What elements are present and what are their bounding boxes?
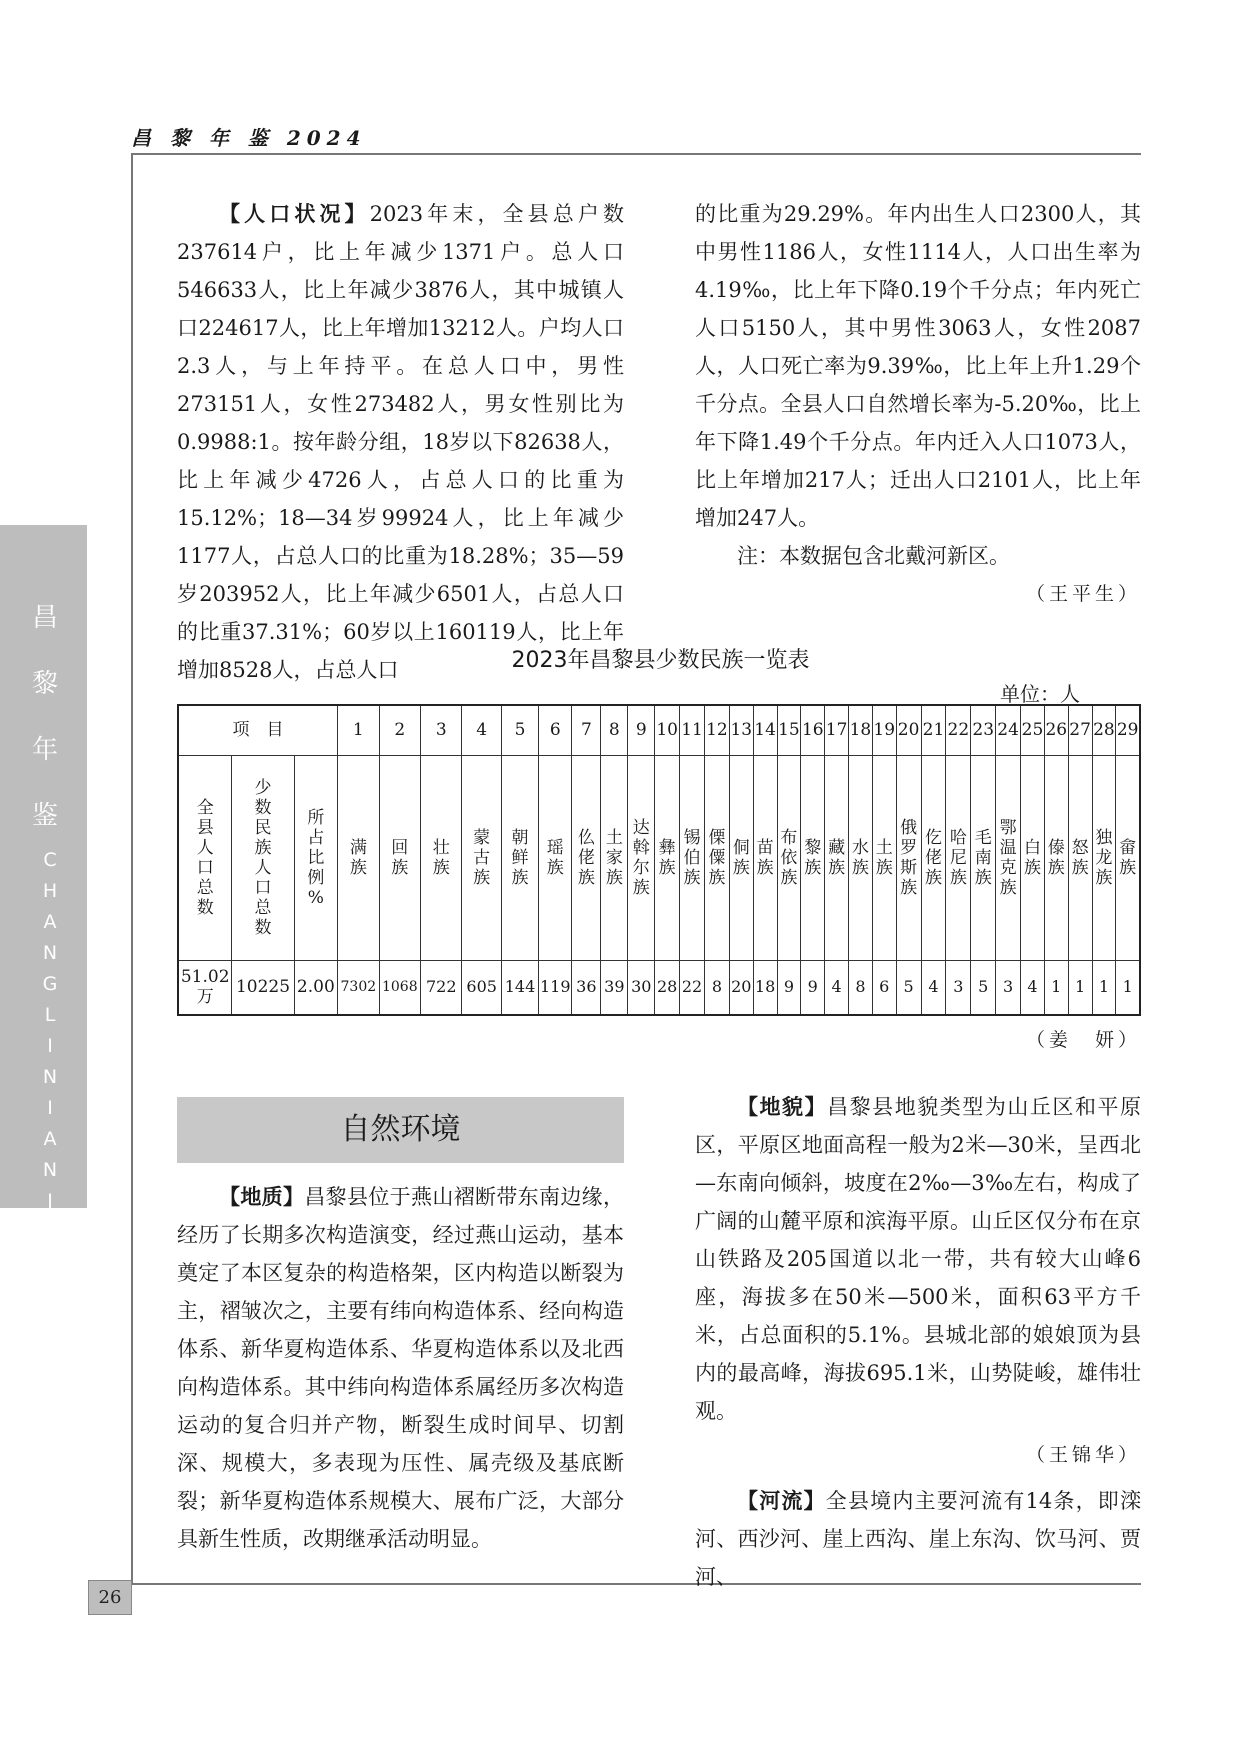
vertical-char: 族 bbox=[432, 857, 450, 878]
group-value-cell: 1068 bbox=[379, 960, 420, 1015]
group-number-cell: 18 bbox=[849, 705, 873, 755]
vertical-char: 伯 bbox=[683, 847, 701, 868]
group-name-cell bbox=[539, 755, 572, 960]
vertical-char: 瑶 bbox=[546, 837, 564, 858]
vertical-char: 满 bbox=[349, 837, 367, 858]
population-text-1: 2023年末，全县总户数237614户，比上年减少1371户。总人口546633人，比上年减少3876人，其中城镇人口224617人，比上年增加13212人。户均人口2.3人，与上年持平。在总人口中，男性273151人，女性273482人，男女性别比为0.9988:1。按年龄分组，18岁以下82638人，比上年减少4726人，占总人口的比重为15.12%；18—34岁99924人，比上年减少1177人，占总人口的比重为18.28%；35—59岁203952人，比上年减少6501人，占总人口的比重37.31%；60岁以上160119人，比上年增加8528人，占总人口 bbox=[177, 202, 624, 682]
vertical-char: 苗 bbox=[756, 837, 774, 858]
group-name-cell bbox=[462, 755, 501, 960]
side-pinyin-letter: N bbox=[42, 1159, 58, 1181]
group-value-cell: 1 bbox=[1116, 960, 1140, 1015]
group-number-cell: 3 bbox=[421, 705, 462, 755]
vertical-char: 总 bbox=[196, 877, 214, 898]
vertical-char: 族 bbox=[605, 867, 623, 888]
group-name-cell bbox=[628, 755, 655, 960]
vertical-char: 族 bbox=[999, 877, 1017, 898]
vertical-char: 族 bbox=[828, 857, 846, 878]
vertical-char: 数 bbox=[254, 797, 272, 818]
group-name-cell bbox=[601, 755, 628, 960]
group-name-cell bbox=[921, 755, 946, 960]
vertical-char: 藏 bbox=[828, 837, 846, 858]
group-number-cell: 24 bbox=[996, 705, 1021, 755]
population-label: 【人口状况】 bbox=[219, 201, 370, 226]
group-name-cell bbox=[849, 755, 873, 960]
group-name-cell bbox=[421, 755, 462, 960]
vertical-char: 族 bbox=[546, 857, 564, 878]
vertical-char: 族 bbox=[254, 837, 272, 858]
population-note: 注：本数据包含北戴河新区。 bbox=[737, 544, 1010, 568]
group-name-cell bbox=[1021, 755, 1045, 960]
vertical-char: 毛 bbox=[974, 827, 992, 848]
vertical-char: 口 bbox=[254, 877, 272, 898]
group-value-cell: 36 bbox=[572, 960, 601, 1015]
group-number-cell: 1 bbox=[338, 705, 379, 755]
group-value-cell: 1 bbox=[1068, 960, 1092, 1015]
side-pinyin-letter: H bbox=[42, 880, 58, 902]
vertical-char: 人 bbox=[254, 857, 272, 878]
group-name-cell bbox=[896, 755, 921, 960]
vertical-char: 全 bbox=[196, 797, 214, 818]
group-value-cell: 144 bbox=[501, 960, 538, 1015]
side-pinyin-letter: I bbox=[47, 1035, 53, 1057]
vertical-char: 怒 bbox=[1071, 837, 1089, 858]
group-value-cell: 18 bbox=[753, 960, 777, 1015]
vertical-char: 白 bbox=[1023, 837, 1041, 858]
group-number-cell: 10 bbox=[655, 705, 680, 755]
vertical-char: 数 bbox=[196, 897, 214, 918]
vertical-char: 民 bbox=[254, 817, 272, 838]
vertical-char: % bbox=[307, 887, 324, 908]
col-ratio-label bbox=[294, 755, 338, 960]
group-value-cell: 8 bbox=[704, 960, 729, 1015]
side-pinyin-letter: A bbox=[43, 1252, 57, 1274]
vertical-char: 罗 bbox=[900, 837, 918, 858]
vertical-char: 彝 bbox=[658, 837, 676, 858]
group-name-cell bbox=[872, 755, 896, 960]
vertical-char: 族 bbox=[511, 867, 529, 888]
vertical-char: 龙 bbox=[1095, 847, 1113, 868]
vertical-char: 族 bbox=[1023, 857, 1041, 878]
geology-col bbox=[177, 1178, 624, 1558]
vertical-char: 族 bbox=[632, 877, 650, 898]
vertical-char: 仫 bbox=[577, 827, 595, 848]
vertical-char: 哈 bbox=[949, 827, 967, 848]
vertical-char: 族 bbox=[780, 867, 798, 888]
group-value-cell: 722 bbox=[421, 960, 462, 1015]
section-title-box: 自然环境 bbox=[177, 1097, 624, 1163]
frame-left-rule bbox=[131, 153, 133, 1583]
group-name-cell bbox=[1068, 755, 1092, 960]
vertical-char: 古 bbox=[473, 847, 491, 868]
group-value-cell: 3 bbox=[946, 960, 971, 1015]
table-unit: 单位：人 bbox=[1000, 682, 1080, 706]
group-name-cell bbox=[971, 755, 996, 960]
side-pinyin-letter: A bbox=[43, 911, 57, 933]
side-pinyin-letter: J bbox=[47, 1190, 53, 1212]
vertical-char: 族 bbox=[924, 867, 942, 888]
side-tab-pinyin bbox=[38, 845, 62, 1310]
vertical-char: 侗 bbox=[732, 837, 750, 858]
group-number-cell: 20 bbox=[896, 705, 921, 755]
group-number-cell: 27 bbox=[1068, 705, 1092, 755]
vertical-char: 族 bbox=[1071, 857, 1089, 878]
group-number-cell: 21 bbox=[921, 705, 946, 755]
side-pinyin-letter: C bbox=[43, 849, 57, 871]
group-name-cell bbox=[729, 755, 753, 960]
group-number-cell: 17 bbox=[825, 705, 849, 755]
population-author: （王平生） bbox=[1025, 583, 1141, 605]
vertical-char: 族 bbox=[875, 857, 893, 878]
geology-text: 昌黎县位于燕山褶断带东南边缘，经历了长期多次构造演变，经过燕山运动，基本奠定了本区复杂的构造格架，区内构造以断裂为主，褶皱次之，主要有纬向构造体系、经向构造体系、新华夏构造体系、华夏构造体系以及北西向构造体系。其中纬向构造体系属经历多次构造运动的复合归并产物，断裂生成时间早、切割深、规模大，多表现为压性、属壳级及基底断裂；新华夏构造体系规模大、展布广泛，大部分具新生性质，改期继承活动明显。 bbox=[177, 1185, 625, 1551]
landform-label: 【地貌】 bbox=[737, 1094, 828, 1119]
vertical-char: 依 bbox=[780, 847, 798, 868]
landform-text: 昌黎县地貌类型为山丘区和平原区，平原区地面高程一般为2米—30米，呈西北—东南向倾斜，坡度在2‰—3‰左右，构成了广阔的山麓平原和滨海平原。山丘区仅分布在京山铁路及205国道以北一带，共有较大山峰6座，海拔多在50米—500米，面积63平方千米，占总面积的5.1%。县城北部的娘娘顶为县内的最高峰，海拔695.1米，山势陡峻，雄伟壮观。 bbox=[695, 1095, 1142, 1423]
group-name-cell bbox=[501, 755, 538, 960]
vertical-char: 傈 bbox=[708, 827, 726, 848]
vertical-char: 鄂 bbox=[999, 817, 1017, 838]
side-pinyin-letter: A bbox=[43, 1128, 57, 1150]
vertical-char: 人 bbox=[196, 837, 214, 858]
rivers-label: 【河流】 bbox=[737, 1488, 826, 1513]
group-number-cell: 4 bbox=[462, 705, 501, 755]
side-pinyin-letter: I bbox=[47, 1221, 53, 1243]
vertical-char: 族 bbox=[1119, 857, 1137, 878]
group-name-cell bbox=[946, 755, 971, 960]
vertical-char: 口 bbox=[196, 857, 214, 878]
vertical-char: 族 bbox=[658, 857, 676, 878]
group-value-cell: 30 bbox=[628, 960, 655, 1015]
group-value-cell: 20 bbox=[729, 960, 753, 1015]
vertical-char: 族 bbox=[683, 867, 701, 888]
group-value-cell: 119 bbox=[539, 960, 572, 1015]
group-value-cell: 5 bbox=[896, 960, 921, 1015]
group-value-cell: 28 bbox=[655, 960, 680, 1015]
table-author: （姜 妍） bbox=[1025, 1029, 1141, 1051]
group-name-cell bbox=[379, 755, 420, 960]
group-number-cell: 2 bbox=[379, 705, 420, 755]
group-value-cell: 5 bbox=[971, 960, 996, 1015]
group-name-cell bbox=[655, 755, 680, 960]
group-number-cell: 25 bbox=[1021, 705, 1045, 755]
side-pinyin-letter: L bbox=[44, 1004, 56, 1026]
group-number-cell: 8 bbox=[601, 705, 628, 755]
running-header: 昌 黎 年 鉴 2024 bbox=[131, 126, 367, 150]
vertical-char: 族 bbox=[473, 867, 491, 888]
page-number: 26 bbox=[88, 1580, 132, 1615]
vertical-char: 仡 bbox=[924, 827, 942, 848]
vertical-char: 斡 bbox=[632, 837, 650, 858]
vertical-char: 数 bbox=[254, 917, 272, 938]
vertical-char: 族 bbox=[577, 867, 595, 888]
side-pinyin-letter: I bbox=[47, 1097, 53, 1119]
vertical-char: 佬 bbox=[577, 847, 595, 868]
vertical-char: 斯 bbox=[900, 857, 918, 878]
vertical-char: 克 bbox=[999, 857, 1017, 878]
group-name-cell bbox=[753, 755, 777, 960]
side-title-char: 黎 bbox=[31, 669, 58, 699]
vertical-char: 族 bbox=[900, 877, 918, 898]
group-value-cell: 39 bbox=[601, 960, 628, 1015]
vertical-char: 族 bbox=[708, 867, 726, 888]
vertical-char: 族 bbox=[1047, 857, 1065, 878]
vertical-char: 族 bbox=[391, 857, 409, 878]
group-value-cell: 4 bbox=[921, 960, 946, 1015]
landform-col bbox=[695, 1088, 1141, 1474]
group-name-cell bbox=[338, 755, 379, 960]
vertical-char: 族 bbox=[1095, 867, 1113, 888]
group-number-cell: 11 bbox=[680, 705, 705, 755]
rivers-text: 全县境内主要河流有14条，即滦河、西沙河、崖上西沟、崖上东沟、饮马河、贾河、 bbox=[695, 1489, 1141, 1589]
vertical-char: 尔 bbox=[632, 857, 650, 878]
group-name-cell bbox=[572, 755, 601, 960]
vertical-char: 水 bbox=[851, 837, 869, 858]
ethnic-groups-table bbox=[177, 704, 1141, 1016]
vertical-char: 总 bbox=[254, 897, 272, 918]
side-title-char: 鉴 bbox=[31, 801, 58, 831]
vertical-char: 占 bbox=[307, 827, 325, 848]
group-value-cell: 4 bbox=[1021, 960, 1045, 1015]
vertical-char: 南 bbox=[974, 847, 992, 868]
vertical-char: 畲 bbox=[1119, 837, 1137, 858]
group-number-cell: 13 bbox=[729, 705, 753, 755]
population-col-2 bbox=[695, 195, 1141, 613]
vertical-char: 蒙 bbox=[473, 827, 491, 848]
group-number-cell: 9 bbox=[628, 705, 655, 755]
geology-label: 【地质】 bbox=[219, 1184, 305, 1209]
vertical-char: 族 bbox=[974, 867, 992, 888]
group-number-cell: 23 bbox=[971, 705, 996, 755]
rivers-col bbox=[695, 1482, 1141, 1596]
group-name-cell bbox=[1044, 755, 1068, 960]
vertical-char: 例 bbox=[307, 867, 325, 888]
vertical-char: 黎 bbox=[804, 837, 822, 858]
group-number-cell: 14 bbox=[753, 705, 777, 755]
landform-author: （王锦华） bbox=[1025, 1444, 1141, 1466]
vertical-char: 比 bbox=[307, 847, 325, 868]
vertical-char: 少 bbox=[254, 777, 272, 798]
group-name-cell bbox=[825, 755, 849, 960]
vertical-char: 傣 bbox=[1047, 837, 1065, 858]
vertical-char: 锡 bbox=[683, 827, 701, 848]
side-pinyin-letter: N bbox=[42, 1066, 58, 1088]
side-title-char: 昌 bbox=[31, 603, 58, 633]
vertical-char: 布 bbox=[780, 827, 798, 848]
group-value-cell: 3 bbox=[996, 960, 1021, 1015]
vertical-char: 土 bbox=[875, 837, 893, 858]
group-name-cell bbox=[1092, 755, 1116, 960]
group-number-cell: 19 bbox=[872, 705, 896, 755]
vertical-char: 家 bbox=[605, 847, 623, 868]
side-pinyin-letter: G bbox=[42, 973, 58, 995]
vertical-char: 达 bbox=[632, 817, 650, 838]
group-name-cell bbox=[996, 755, 1021, 960]
side-tab-title bbox=[30, 585, 60, 849]
group-number-cell: 6 bbox=[539, 705, 572, 755]
side-pinyin-letter: N bbox=[42, 1283, 58, 1305]
population-col-1 bbox=[177, 195, 624, 689]
group-value-cell: 9 bbox=[777, 960, 801, 1015]
vertical-char: 僳 bbox=[708, 847, 726, 868]
group-name-cell bbox=[1116, 755, 1140, 960]
vertical-char: 尼 bbox=[949, 847, 967, 868]
ratio-cell: 2.00 bbox=[294, 960, 338, 1015]
group-value-cell: 9 bbox=[801, 960, 825, 1015]
vertical-char: 土 bbox=[605, 827, 623, 848]
table-header-item: 项 目 bbox=[178, 705, 338, 755]
side-pinyin-letter: N bbox=[42, 942, 58, 964]
group-number-cell: 29 bbox=[1116, 705, 1140, 755]
vertical-char: 族 bbox=[349, 857, 367, 878]
group-name-cell bbox=[777, 755, 801, 960]
vertical-char: 所 bbox=[307, 807, 325, 828]
col-total-label bbox=[178, 755, 232, 960]
minority-total-cell: 10225 bbox=[232, 960, 294, 1015]
vertical-char: 俄 bbox=[900, 817, 918, 838]
total-population-cell: 51.02万 bbox=[178, 960, 232, 1015]
group-name-cell bbox=[680, 755, 705, 960]
group-name-cell bbox=[704, 755, 729, 960]
vertical-char: 独 bbox=[1095, 827, 1113, 848]
col-minority-label bbox=[232, 755, 294, 960]
group-value-cell: 1 bbox=[1092, 960, 1116, 1015]
vertical-char: 鲜 bbox=[511, 847, 529, 868]
group-number-cell: 28 bbox=[1092, 705, 1116, 755]
vertical-char: 族 bbox=[732, 857, 750, 878]
group-value-cell: 605 bbox=[462, 960, 501, 1015]
frame-top-rule bbox=[131, 153, 1141, 155]
vertical-char: 族 bbox=[756, 857, 774, 878]
group-number-cell: 26 bbox=[1044, 705, 1068, 755]
group-number-cell: 12 bbox=[704, 705, 729, 755]
vertical-char: 朝 bbox=[511, 827, 529, 848]
group-value-cell: 1 bbox=[1044, 960, 1068, 1015]
group-number-cell: 22 bbox=[946, 705, 971, 755]
group-number-cell: 16 bbox=[801, 705, 825, 755]
table-title: 2023年昌黎县少数民族一览表 bbox=[511, 648, 810, 673]
vertical-char: 壮 bbox=[432, 837, 450, 858]
population-text-2: 的比重为29.29%。年内出生人口2300人，其中男性1186人，女性1114人，人口出生率为4.19‰，比上年下降0.19个千分点；年内死亡人口5150人，其中男性3063人，女性2087人，人口死亡率为9.39‰，比上年上升1.29个千分点。全县人口自然增长率为-5.20‰，比上年下降1.49个千分点。年内迁入人口1073人，比上年增加217人；迁出人口2101人，比上年增加247人。 bbox=[695, 202, 1141, 530]
table-group-row bbox=[178, 755, 1140, 960]
table-header-row bbox=[178, 705, 1140, 755]
group-value-cell: 4 bbox=[825, 960, 849, 1015]
group-name-cell bbox=[801, 755, 825, 960]
vertical-char: 温 bbox=[999, 837, 1017, 858]
group-value-cell: 22 bbox=[680, 960, 705, 1015]
vertical-char: 回 bbox=[391, 837, 409, 858]
vertical-char: 族 bbox=[851, 857, 869, 878]
group-value-cell: 8 bbox=[849, 960, 873, 1015]
table-value-row bbox=[178, 960, 1140, 1015]
vertical-char: 县 bbox=[196, 817, 214, 838]
group-number-cell: 5 bbox=[501, 705, 538, 755]
vertical-char: 族 bbox=[804, 857, 822, 878]
side-title-char: 年 bbox=[31, 735, 58, 765]
group-number-cell: 7 bbox=[572, 705, 601, 755]
group-value-cell: 7302 bbox=[338, 960, 379, 1015]
vertical-char: 佬 bbox=[924, 847, 942, 868]
group-value-cell: 6 bbox=[872, 960, 896, 1015]
group-number-cell: 15 bbox=[777, 705, 801, 755]
vertical-char: 族 bbox=[949, 867, 967, 888]
